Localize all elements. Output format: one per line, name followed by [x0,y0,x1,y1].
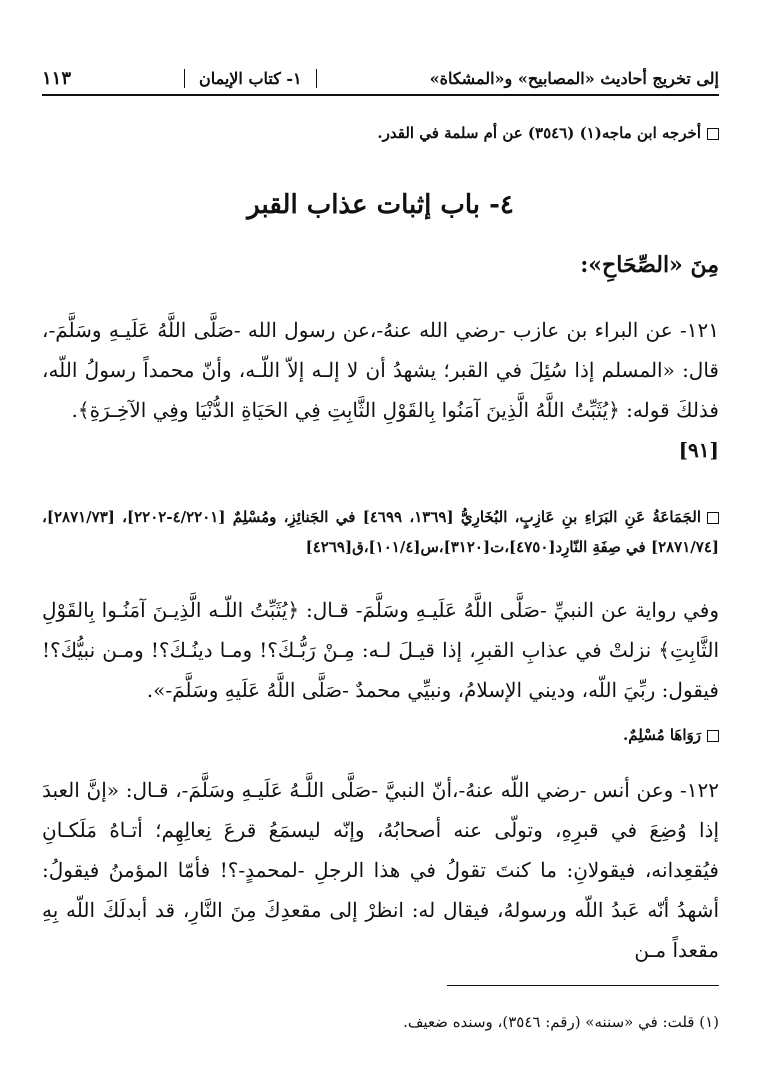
hadith-121-ref: [٩١] [678,438,719,462]
top-reference [42,118,719,148]
hadith-121-text: ١٢١- عن البراء بن عازب -رضي الله عنهُ-،عن رسول الله -صَلَّى اللَّهُ عَلَيـهِ وسَلَّمَ-، قال: «المسلم إذا سُئِلَ في القبر؛ يشهدُ أن لا إلـه إلاّ اللّـه، وأنّ محمداً رسولُ اللّه، فذلكَ قوله: ﴿يُثَبِّتُ اللَّهُ الَّذِينَ آمَنُوا بِالقَوْلِ الثَّابِتِ فِي الحَيَاةِ الدُّنْيَا وفِي الآخِـرَةِ﴾. [42,318,719,422]
hadith-121-takhrij [42,502,719,562]
reference-box-icon [707,730,719,742]
variant-reference [42,720,719,750]
chapter-title: ١- كتاب الإيمان [184,69,317,88]
page-number: ١١٣ [42,67,72,89]
takhrij-text: الجَمَاعَةُ عَنِ البَرَاءِ بنِ عَازِبٍ، البُخَارِيُّ [١٣٦٩، ٤٦٩٩] في الجَنائِزِ، ومُسْلِمٌ [٤/٢٢٠١-٢٢٠٢]، [٢٨٧١/٧٣]، [٢٨٧١/٧٤] في صِفَةِ النّارِد[٤٧٥٠]،ت[٣١٢٠]،س[١٠١/٤]،ق[٤٢٦٩] [42,508,719,556]
hadith-122 [42,770,719,970]
hadith-122-text: ١٢٢- وعن أنس -رضي اللّه عنهُ-،أنّ النبيَّ -صَلَّى اللَّـهُ عَلَيـهِ وسَلَّمَ-، قـال: «إنَّ العبدَ إذا وُضِعَ في قبرِهِ، وتولّى عنه أصحابُهُ، وإنّه ليسمَعُ قرعَ نِعالِهِم؛ أتـاهُ مَلَكـانِ فيُقعِدانه، فيقولانِ: ما كنتَ تقولُ في هذا الرجلِ -لمحمدٍ-؟! فأمّا المؤمنُ فيقولُ: أشهدُ أنّه عَبدُ اللّه ورسولهُ، فيقال له: انظرْ إلى مقعدِكَ مِنَ النَّارِ، قد أبدلَكَ اللّه بِهِ مقعداً مـن [42,778,719,962]
hadith-121-variant [42,590,719,710]
variant-reference-text: رَوَاهَا مُسْلِمٌ. [623,726,701,744]
top-reference-text: أخرجه ابن ماجه(١) (٣٥٤٦) عن أم سلمة في القدر. [377,124,701,142]
footnote-divider [447,985,719,986]
book-title: إلى تخريج أحاديث «المصابيح» و«المشكاة» [429,68,719,88]
variant-text: وفي رواية عن النبيِّ -صَلَّى اللَّهُ عَلَيـهِ وسَلَّمَ- قـال: ﴿يُثَبِّتُ اللّـه الَّذِيـنَ آمَنُـوا بِالقَوْلِ الثَّابِتِ﴾ نزلتْ في عذابِ القبرِ، إذا قيـلَ لـه: مِـنْ رَبُّـكَ؟! ومـا دينُـكَ؟! ومـن نبيُّكَ؟! فيقول: ربِّيَ اللّه، وديني الإسلامُ، ونبيِّي محمدٌ -صَلَّى اللَّهُ عَلَيهِ وسَلَّمَ-». [42,598,719,702]
chapter-heading: ٤- باب إثبات عذاب القبر [247,190,514,220]
hadith-121 [42,310,719,470]
section-heading: مِنَ «الصِّحَاحِ»: [580,252,719,278]
running-header [42,62,719,96]
reference-box-icon [707,512,719,524]
footnote: (١) قلت: في «سننه» (رقم: ٣٥٤٦)، وسنده ضعيف. [403,1013,719,1031]
reference-box-icon [707,128,719,140]
